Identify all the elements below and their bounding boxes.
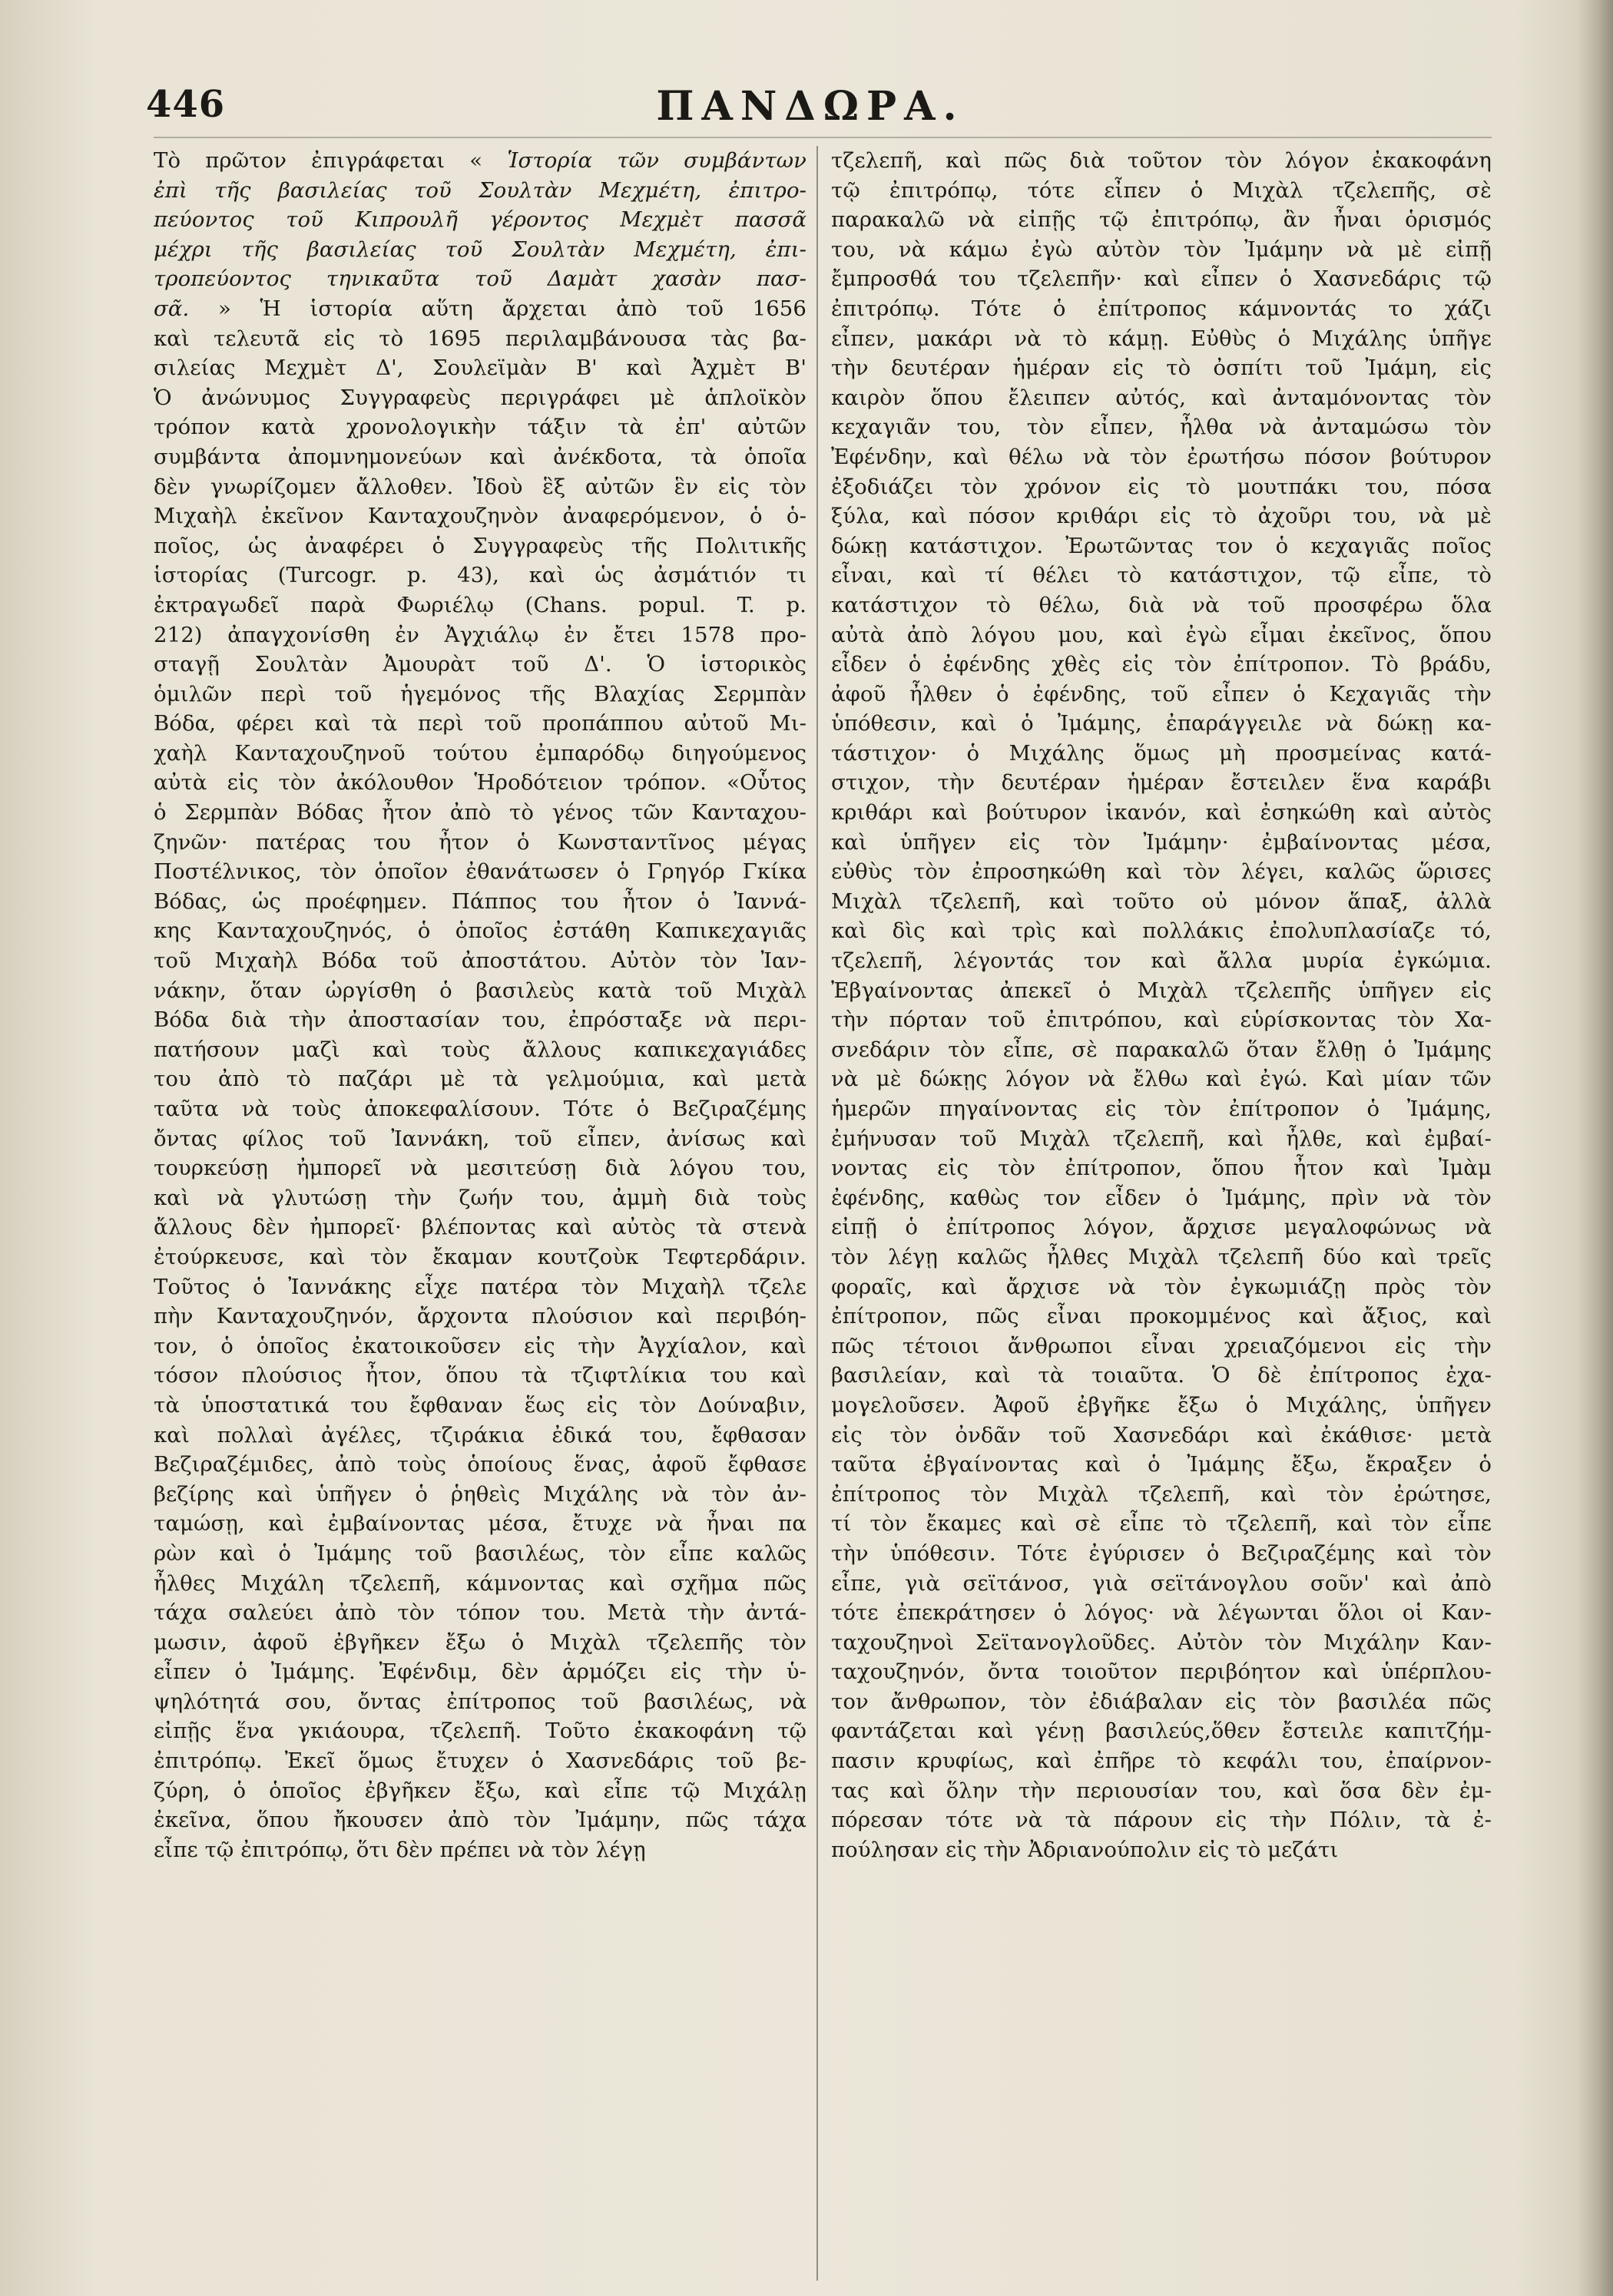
text-line: ἐκτραγωδεῖ παρὰ Φωριέλῳ (Chans. popul. T. p. [154,592,806,617]
text-line: Τὸ πρῶτον ἐπιγράφεται « Ἱστορία τῶν συμβάντων [154,148,806,173]
text-line: μογελοῦσεν. Ἀφοῦ ἐβγῆκε ἔξω ὁ Μιχάλης, ὑπῆγεν [831,1392,1492,1418]
text-line: ὁμιλῶν περὶ τοῦ ἡγεμόνος τῆς Βλαχίας Σερμπὰν [154,681,806,706]
text-line: του, νὰ κάμω ἐγὼ αὐτὸν τὸν Ἰμάμην νὰ μὲ εἰπῇ [831,237,1492,262]
text-line: εἶδεν ὁ ἐφένδης χθὲς εἰς τὸν ἐπίτροπον. Τὸ βράδυ, [831,652,1492,677]
text-line: νάκην, ὅταν ὠργίσθη ὁ βασιλεὺς κατὰ τοῦ Μιχὰλ [154,978,806,1003]
text-line: τάχα σαλεύει ἀπὸ τὸν τόπον του. Μετὰ τὴν ἀντά- [154,1600,806,1626]
text-line: κριθάρι καὶ βούτυρον ἱκανόν, καὶ ἐσηκώθη καὶ αὐτὸς [831,800,1492,825]
text-line: πῶς τέτοιοι ἄνθρωποι εἶναι χρειαζόμενοι εἰς τὴν [831,1333,1492,1358]
text-line: ψηλότητά σου, ὄντας ἐπίτροπος τοῦ βασιλέως, νὰ [154,1689,806,1714]
text-line: ξύλα, καὶ πόσον κριθάρι εἰς τὸ ἀχοῦρι του, νὰ μὲ [831,504,1492,529]
text-line: καὶ δὶς καὶ τρὶς καὶ πολλάκις ἐπολυπλασίαζε τό, [831,918,1492,944]
text-line: ἱστορίας (Turcogr. p. 43), καὶ ὡς ἀσμάτιόν τι [154,563,806,588]
text-line: τοῦ Μιχαὴλ Βόδα τοῦ ἀποστάτου. Αὐτὸν τὸν Ἰαν- [154,948,806,974]
text-line: ἐξοδιάζει τὸν χρόνον εἰς τὸ μουτπάκι του, πόσα [831,474,1492,499]
text-line: χαὴλ Κανταχουζηνοῦ τούτου ἐμπαρόδῳ διηγούμενος [154,740,806,766]
text-line: βασιλείαν, καὶ τὰ τοιαῦτα. Ὁ δὲ ἐπίτροπος ἐχα- [831,1363,1492,1388]
text-line: εὐθὺς τὸν ἐπροσηκώθη καὶ τὸν λέγει, καλῶς ὥρισες [831,859,1492,885]
text-line: ἐτούρκευσε, καὶ τὸν ἔκαμαν κουτζοὺκ Τεφτερδάριν. [154,1244,806,1269]
text-line: κεχαγιᾶν του, τὸν εἶπεν, ἦλθα νὰ ἀνταμώσω τὸν [831,415,1492,440]
text-line: ποῖος, ὡς ἀναφέρει ὁ Συγγραφεὺς τῆς Πολιτικῆς [154,533,806,558]
text-line: ζύρη, ὁ ὁποῖος ἐβγῆκεν ἔξω, καὶ εἶπε τῷ Μιχάλῃ [154,1778,806,1803]
text-line: ταῦτα ἐβγαίνοντας καὶ ὁ Ἰμάμης ἔξω, ἔκραξεν ὁ [831,1452,1492,1477]
text-line: Μιχαὴλ ἐκεῖνον Κανταχουζηνὸν ἀναφερόμενον, ὁ ὁ- [154,504,806,529]
text-line: καιρὸν ὅπου ἔλειπεν αὐτός, καὶ ἀνταμόνοντας τὸν [831,385,1492,410]
text-line: καὶ τελευτᾶ εἰς τὸ 1695 περιλαμβάνουσα τὰς βα- [154,326,806,351]
page-edge-shadow [1578,0,1613,2296]
text-line: τζελεπῆ, λέγοντάς τον καὶ ἄλλα μυρία ἐγκώμια. [831,948,1492,974]
text-line: Ἐφένδην, καὶ θέλω νὰ τὸν ἐρωτήσω πόσον βούτυρον [831,444,1492,469]
text-line: ἐπίτροπον, πῶς εἶναι προκομμένος καὶ ἄξιος, καὶ [831,1304,1492,1329]
text-line: τὴν πόρταν τοῦ ἐπιτρόπου, καὶ εὑρίσκοντας τὸν Χα- [831,1007,1492,1033]
text-line: ταμώσῃ, καὶ ἐμβαίνοντας μέσα, ἔτυχε νὰ ἦναι πα [154,1511,806,1537]
text-line: ἐμήνυσαν τοῦ Μιχὰλ τζελεπῆ, καὶ ἦλθε, καὶ ἐμβαί- [831,1126,1492,1151]
text-line: καὶ ὑπῆγεν εἰς τὸν Ἰμάμην· ἐμβαίνοντας μέσα, [831,829,1492,855]
text-line: Βόδα, φέρει καὶ τὰ περὶ τοῦ προπάππου αὐτοῦ Μι- [154,711,806,736]
header-rule [154,137,1492,138]
text-line: τί τὸν ἔκαμες καὶ σὲ εἶπε τὸ τζελεπῆ, καὶ τὸν εἶπε [831,1511,1492,1537]
running-head [146,83,1475,137]
text-line: τὴν ὑπόθεσιν. Τότε ἐγύρισεν ὁ Βεζιραζέμης καὶ τὸν [831,1540,1492,1566]
text-line: εἶπεν, μακάρι νὰ τὸ κάμῃ. Εὐθὺς ὁ Μιχάλης ὑπῆγε [831,326,1492,351]
text-line: καὶ νὰ γλυτώσῃ τὴν ζωήν του, ἀμμὴ διὰ τοὺς [154,1185,806,1210]
text-line: μωσιν, ἀφοῦ ἐβγῆκεν ἔξω ὁ Μιχὰλ τζελεπῆς τὸν [154,1629,806,1655]
text-line: εἶπεν ὁ Ἰμάμης. Ἐφένδιμ, δὲν ἁρμόζει εἰς τὴν ὑ- [154,1659,806,1685]
text-line: εἰπῇ ὁ ἐπίτροπος λόγον, ἄρχισε μεγαλοφώνως νὰ [831,1215,1492,1240]
text-line: ὄντας φίλος τοῦ Ἰαννάκη, τοῦ εἶπεν, ἀνίσως καὶ [154,1126,806,1151]
text-line: Βεζιραζέμιδες, ἀπὸ τοὺς ὁποίους ἕνας, ἀφοῦ ἔφθασε [154,1452,806,1477]
text-line: 212) ἀπαγχονίσθη ἐν Ἀγχιάλῳ ἐν ἔτει 1578 προ- [154,622,806,647]
text-line: πεύοντος τοῦ Κιπρουλῆ γέροντος Μεχμὲτ πασσᾶ [154,207,806,233]
text-line: Βόδας, ὡς προέφημεν. Πάππος του ἦτον ὁ Ἰαννά- [154,888,806,914]
text-line: νοντας εἰς τὸν ἐπίτροπον, ὅπου ἦτον καὶ Ἰμὰμ [831,1156,1492,1181]
text-line: τουρκεύσῃ ἠμπορεῖ νὰ μεσιτεύσῃ διὰ λόγου του, [154,1156,806,1181]
text-line: δώκῃ κατάστιχον. Ἐρωτῶντας τον ὁ κεχαγιᾶς ποῖος [831,533,1492,558]
text-line: τὰ ὑποστατικά του ἔφθαναν ἕως εἰς τὸν Δούναβιν, [154,1392,806,1418]
text-line: ὑπόθεσιν, καὶ ὁ Ἰμάμης, ἐπαράγγειλε νὰ δώκῃ κα- [831,711,1492,736]
text-line: ἄλλους δὲν ἠμπορεῖ· βλέποντας καὶ αὐτὸς τὰ στενὰ [154,1215,806,1240]
text-line: ἐφένδης, καθὼς τον εἶδεν ὁ Ἰμάμης, πρὶν νὰ τὸν [831,1185,1492,1210]
text-line: ταῦτα νὰ τοὺς ἀποκεφαλίσουν. Τότε ὁ Βεζιραζέμης [154,1097,806,1121]
page-number: 446 [146,83,226,126]
text-line: κης Κανταχουζηνός, ὁ ὁποῖος ἐστάθη Καπικεχαγιᾶς [154,918,806,944]
text-line: νὰ μὲ δώκῃς λόγον νὰ ἔλθω καὶ ἐγώ. Καὶ μίαν τῶν [831,1067,1492,1092]
column-rule [816,146,818,2281]
text-line: Μιχὰλ τζελεπῆ, καὶ τοῦτο οὐ μόνον ἅπαξ, ἀλλὰ [831,888,1492,914]
text-line: τόσον πλούσιος ἦτον, ὅπου τὰ τζιφτλίκια του καὶ [154,1363,806,1388]
text-line: εἶπε, γιὰ σεϊτάνοσ, γιὰ σεϊτάνογλου σοῦν' καὶ ἀπὸ [831,1570,1492,1596]
text-line: κατάστιχον τὸ θέλω, διὰ νὰ τοῦ προσφέρω ὅλα [831,592,1492,617]
right-column [831,146,1492,1864]
text-line: πούλησαν εἰς τὴν Ἀδριανούπολιν εἰς τὸ μεζάτι [831,1837,1339,1862]
text-line: τζελεπῆ, καὶ πῶς διὰ τοῦτον τὸν λόγον ἐκακοφάνη [831,148,1492,173]
text-line: εἶπε τῷ ἐπιτρόπῳ, ὅτι δὲν πρέπει νὰ τὸν λέγῃ [154,1837,646,1862]
text-line: φαντάζεται καὶ γένῃ βασιλεύς,ὅθεν ἔστειλε καπιτζήμ- [831,1719,1492,1744]
text-line: μέχρι τῆς βασιλείας τοῦ Σουλτὰν Μεχμέτη, ἐπι- [154,237,806,262]
text-line: πασιν κρυφίως, καὶ ἐπῆρε τὸ κεφάλι του, ἐπαίρνον- [831,1748,1492,1774]
text-line: ἦλθες Μιχάλη τζελεπῆ, κάμνοντας καὶ σχῆμα πῶς [154,1570,806,1596]
text-line: ταχουζηνόν, ὄντα τοιοῦτον περιβόητον καὶ ὑπέρπλου- [831,1659,1492,1685]
text-line: εἰπῇς ἕνα γκιάουρα, τζελεπῆ. Τοῦτο ἐκακοφάνη τῷ [154,1719,806,1744]
text-line: δὲν γνωρίζομεν ἄλλοθεν. Ἰδοὺ ἓξ αὐτῶν ἓν εἰς τὸν [154,474,806,499]
text-line: τὸν λέγῃ καλῶς ἦλθες Μιχὰλ τζελεπῆ δύο καὶ τρεῖς [831,1244,1492,1269]
text-line: ἡμερῶν πηγαίνοντας εἰς τὸν ἐπίτροπον ὁ Ἰμάμης, [831,1097,1492,1121]
text-line: συμβάντα ἀπομνημονεύων καὶ ἀνέκδοτα, τὰ ὁποῖα [154,444,806,469]
text-line: τον ἄνθρωπον, τὸν ἐδιάβαλαν εἰς τὸν βασιλέα πῶς [831,1689,1492,1714]
text-line: εἰς τὸν ὀνδᾶν τοῦ Χασνεδάρι καὶ ἐκάθισε· μετὰ [831,1422,1492,1447]
text-line: τον, ὁ ὁποῖος ἐκατοικοῦσεν εἰς τὴν Ἀγχίαλον, καὶ [154,1333,806,1358]
text-line: πὴν Κανταχουζηνόν, ἄρχοντα πλούσιον καὶ περιβόη- [154,1304,806,1329]
text-line: ἀφοῦ ἦλθεν ὁ ἐφένδης, τοῦ εἶπεν ὁ Κεχαγιᾶς τὴν [831,681,1492,706]
journal-title: ΠΑΝΔΩΡΑ. [656,83,965,130]
text-line: ταχουζηνοὶ Σεϊτανογλοῦδες. Αὐτὸν τὸν Μιχάλην Καν- [831,1629,1492,1655]
text-line: αὐτὰ ἀπὸ λόγου μου, καὶ ἐγὼ εἶμαι ἐκεῖνος, ὅπου [831,622,1492,647]
text-line: στιχον, τὴν δευτέραν ἡμέραν ἔστειλεν ἕνα καράβι [831,770,1492,796]
text-line: Ἐβγαίνοντας ἀπεκεῖ ὁ Μιχὰλ τζελεπῆς ὑπῆγεν εἰς [831,978,1492,1003]
text-line: βεζίρης καὶ ὑπῆγεν ὁ ῥηθεὶς Μιχάλης νὰ τὸν ἀν- [154,1481,806,1507]
text-line: ρὼν καὶ ὁ Ἰμάμης τοῦ βασιλέως, τὸν εἶπε καλῶς [154,1540,806,1566]
text-line: πόρεσαν τότε νὰ τὰ πάρουν εἰς τὴν Πόλιν, τὰ ἐ- [831,1808,1492,1833]
text-line: ζηνῶν· πατέρας του ἦτον ὁ Κωνσταντῖνος μέγας [154,829,806,855]
text-line: τὴν δευτέραν ἡμέραν εἰς τὸ ὀσπίτι τοῦ Ἰμάμη, εἰς [831,356,1492,381]
left-column [154,146,806,1864]
text-line: Βόδα διὰ τὴν ἀποστασίαν του, ἐπρόσταξε νὰ περι- [154,1007,806,1033]
text-line: παρακαλῶ νὰ εἰπῇς τῷ ἐπιτρόπῳ, ἂν ἦναι ὁρισμός [831,207,1492,233]
text-line: Τοῦτος ὁ Ἰαννάκης εἶχε πατέρα τὸν Μιχαὴλ τζελε [154,1274,806,1299]
text-line: ἐπιτρόπῳ. Τότε ὁ ἐπίτροπος κάμνοντάς το χάζι [831,296,1492,321]
text-line: Ποστέλνικος, τὸν ὁποῖον ἐθανάτωσεν ὁ Γρηγόρ Γκίκα [154,859,806,885]
text-line: τροπεύοντος τηνικαῦτα τοῦ Δαμὰτ χασὰν πασ- [154,266,806,292]
text-line: αὐτὰ εἰς τὸν ἀκόλουθον Ἡροδότειον τρόπον. «Οὗτος [154,770,806,796]
text-line: σνεδάριν τὸν εἶπε, σὲ παρακαλῶ ὅταν ἔλθῃ ὁ Ἰμάμης [831,1037,1492,1062]
text-line: τότε ἐπεκράτησεν ὁ λόγος· νὰ λέγωνται ὅλοι οἱ Καν- [831,1600,1492,1626]
text-line: Ὁ ἀνώνυμος Συγγραφεὺς περιγράφει μὲ ἁπλοϊκὸν [154,385,806,410]
text-line: φοραῖς, καὶ ἄρχισε νὰ τὸν ἐγκωμιάζῃ πρὸς τὸν [831,1274,1492,1299]
text-line: καὶ πολλαὶ ἀγέλες, τζιράκια ἐδικά του, ἔφθασαν [154,1422,806,1447]
text-line: εἶναι, καὶ τί θέλει τὸ κατάστιχον, τῷ εἶπε, τὸ [831,563,1492,588]
text-line: ἐπίτροπος τὸν Μιχὰλ τζελεπῆ, καὶ τὸν ἐρώτησε, [831,1481,1492,1507]
text-line: ἐπιτρόπῳ. Ἐκεῖ ὅμως ἔτυχεν ὁ Χασνεδάρις τοῦ βε- [154,1748,806,1774]
text-line: ἔμπροσθά του τζελεπῆν· καὶ εἶπεν ὁ Χασνεδάρις τῷ [831,266,1492,292]
text-line: τῷ ἐπιτρόπῳ, τότε εἶπεν ὁ Μιχὰλ τζελεπῆς, σὲ [831,177,1492,203]
text-line: σιλείας Μεχμὲτ Δ', Σουλεϊμὰν Β' καὶ Ἀχμὲτ Β' [154,356,806,381]
text-line: πατήσουν μαζὶ καὶ τοὺς ἄλλους καπικεχαγιάδες [154,1037,806,1062]
text-line: σταγῇ Σουλτὰν Ἀμουρὰτ τοῦ Δ'. Ὁ ἱστορικὸς [154,652,806,677]
text-line: σᾶ. » Ἡ ἱστορία αὕτη ἄρχεται ἀπὸ τοῦ 1656 [154,296,806,321]
text-line: ὁ Σερμπὰν Βόδας ἦτον ἀπὸ τὸ γένος τῶν Κανταχου- [154,800,806,825]
text-line: τας καὶ ὅλην τὴν περιουσίαν του, καὶ ὅσα δὲν ἐμ- [831,1778,1492,1803]
text-line: του ἀπὸ τὸ παζάρι μὲ τὰ γελμούμια, καὶ μετὰ [154,1067,806,1092]
text-line: τάστιχον· ὁ Μιχάλης ὅμως μὴ προσμείνας κατά- [831,740,1492,766]
text-line: ἐκεῖνα, ὅπου ἤκουσεν ἀπὸ τὸν Ἰμάμην, πῶς τάχα [154,1808,806,1833]
text-line: ἐπὶ τῆς βασιλείας τοῦ Σουλτὰν Μεχμέτη, ἐπιτρο- [154,177,806,203]
text-line: τρόπον κατὰ χρονολογικὴν τάξιν τὰ ἐπ' αὐτῶν [154,415,806,440]
